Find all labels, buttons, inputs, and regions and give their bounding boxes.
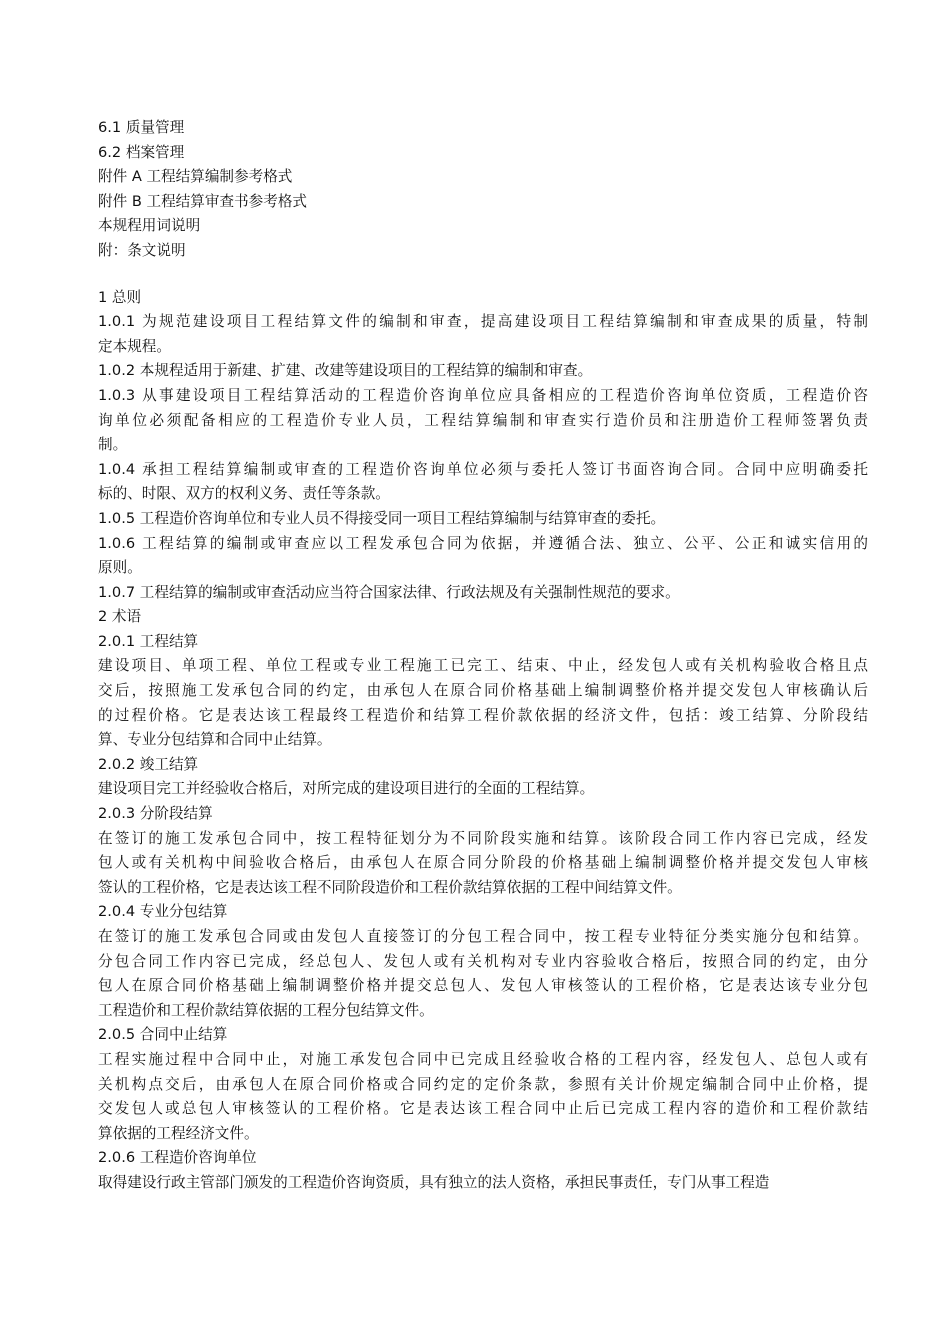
paragraph: [98, 1048, 868, 1146]
paragraph-line: 标的、时限、双方的权利义务、责任等条款。: [98, 485, 390, 503]
paragraph: [98, 384, 868, 458]
paragraph: [98, 532, 868, 581]
paragraph-line: 在签订的施工发承包合同中，按工程特征划分为不同阶段实施和结算。该阶段合同工作内容已完成，经发: [98, 829, 868, 847]
section-heading: [98, 1146, 868, 1171]
paragraph: [98, 310, 868, 359]
paragraph-line: 算、专业分包结算和合同中止结算。: [98, 731, 332, 749]
document-page: [98, 116, 868, 1196]
section-heading: [98, 1023, 868, 1048]
paragraph-line: 制。: [98, 436, 128, 454]
toc-item: 6.2 档案管理: [98, 143, 185, 161]
section-heading: [98, 900, 868, 925]
paragraph: [98, 925, 868, 1023]
heading-line: 2.0.5 合同中止结算: [98, 1026, 228, 1044]
heading-line: 2.0.6 工程造价咨询单位: [98, 1149, 257, 1167]
heading-line: 2.0.1 工程结算: [98, 632, 199, 650]
paragraph: [98, 777, 868, 802]
paragraph-line: 交发包人或总包人审核签认的工程价格。它是表达该工程合同中止后已完成工程内容的造价和工程价款结: [98, 1100, 868, 1118]
paragraph-line: 工程实施过程中合同中止，对施工承发包合同中已完成且经验收合格的工程内容，经发包人、总包人或有: [98, 1050, 868, 1068]
section-heading: [98, 286, 868, 311]
section-heading: [98, 753, 868, 778]
paragraph: [98, 654, 868, 752]
paragraph-line: 1.0.1 为规范建设项目工程结算文件的编制和审查，提高建设项目工程结算编制和审查成果的质量，特制: [98, 313, 868, 331]
paragraph-line: 1.0.4 承担工程结算编制或审查的工程造价咨询单位必须与委托人签订书面咨询合同。合同中应明确委托: [98, 460, 868, 478]
paragraph-line: 签认的工程价格，它是表达该工程不同阶段造价和工程价款结算依据的工程中间结算文件。: [98, 878, 682, 896]
toc-item: 附件 B 工程结算审查书参考格式: [98, 192, 308, 210]
heading-line: 2.0.2 竣工结算: [98, 755, 199, 773]
paragraph: [98, 458, 868, 507]
section-heading: [98, 605, 868, 630]
table-of-contents: [98, 116, 868, 264]
paragraph: [98, 1171, 868, 1196]
paragraph: [98, 507, 868, 532]
paragraph-line: 建设项目完工并经验收合格后，对所完成的建设项目进行的全面的工程结算。: [98, 780, 595, 798]
paragraph-line: 算依据的工程经济文件。: [98, 1124, 259, 1142]
paragraph-line: 交后，按照施工发承包合同的约定，由承包人在原合同价格基础上编制调整价格并提交发包人审核确认后: [98, 682, 868, 700]
paragraph-line: 的过程价格。它是表达该工程最终工程造价和结算工程价款依据的经济文件，包括：竣工结算、分阶段结: [98, 706, 868, 724]
paragraph-line: 工程造价和工程价款结算依据的工程分包结算文件。: [98, 1001, 434, 1019]
paragraph-line: 1.0.7 工程结算的编制或审查活动应当符合国家法律、行政法规及有关强制性规范的要求。: [98, 583, 680, 601]
paragraph-line: 1.0.3 从事建设项目工程结算活动的工程造价咨询单位应具备相应的工程造价咨询单位资质，工程造价咨: [98, 386, 868, 404]
paragraph-line: 分包合同工作内容已完成，经总包人、发包人或有关机构对专业内容验收合格后，按照合同的约定，由分: [98, 952, 868, 970]
paragraph: [98, 827, 868, 901]
paragraph-line: 关机构点交后，由承包人在原合同价格或合同约定的定价条款，参照有关计价规定编制合同中止价格，提: [98, 1075, 868, 1093]
paragraph-line: 原则。: [98, 559, 142, 577]
paragraph-line: 1.0.6 工程结算的编制或审查应以工程发承包合同为依据，并遵循合法、独立、公平、公正和诚实信用的: [98, 534, 868, 552]
heading-line: 2.0.4 专业分包结算: [98, 903, 228, 921]
heading-line: 2 术语: [98, 608, 142, 626]
section-heading: [98, 630, 868, 655]
heading-line: 1 总则: [98, 288, 142, 306]
section-heading: [98, 802, 868, 827]
section-gap: [98, 264, 868, 286]
paragraph-line: 定本规程。: [98, 337, 171, 355]
paragraph-line: 1.0.2 本规程适用于新建、扩建、改建等建设项目的工程结算的编制和审查。: [98, 362, 593, 380]
paragraph-line: 1.0.5 工程造价咨询单位和专业人员不得接受同一项目工程结算编制与结算审查的委托。: [98, 509, 666, 527]
paragraph: [98, 581, 868, 606]
toc-item: 附件 A 工程结算编制参考格式: [98, 168, 293, 186]
paragraph: [98, 359, 868, 384]
toc-item: 本规程用词说明: [98, 217, 201, 235]
paragraph-line: 取得建设行政主管部门颁发的工程造价咨询资质，具有独立的法人资格，承担民事责任，专门从事工程造: [98, 1173, 770, 1191]
paragraph-line: 询单位必须配备相应的工程造价专业人员，工程结算编制和审查实行造价员和注册造价工程师签署负责: [98, 411, 868, 429]
paragraph-line: 在签订的施工发承包合同或由发包人直接签订的分包工程合同中，按工程专业特征分类实施分包和结算。: [98, 928, 868, 945]
toc-item: 6.1 质量管理: [98, 119, 185, 136]
toc-item: 附：条文说明: [98, 241, 186, 259]
heading-line: 2.0.3 分阶段结算: [98, 805, 213, 823]
paragraph-line: 包人在原合同价格基础上编制调整价格并提交总包人、发包人审核签认的工程价格，它是表达该专业分包: [98, 977, 868, 995]
paragraph-line: 包人或有关机构中间验收合格后，由承包人在原合同分阶段的价格基础上编制调整价格并提交发包人审核: [98, 854, 868, 872]
document-body: [98, 286, 868, 1196]
paragraph-line: 建设项目、单项工程、单位工程或专业工程施工已完工、结束、中止，经发包人或有关机构验收合格且点: [98, 657, 868, 675]
